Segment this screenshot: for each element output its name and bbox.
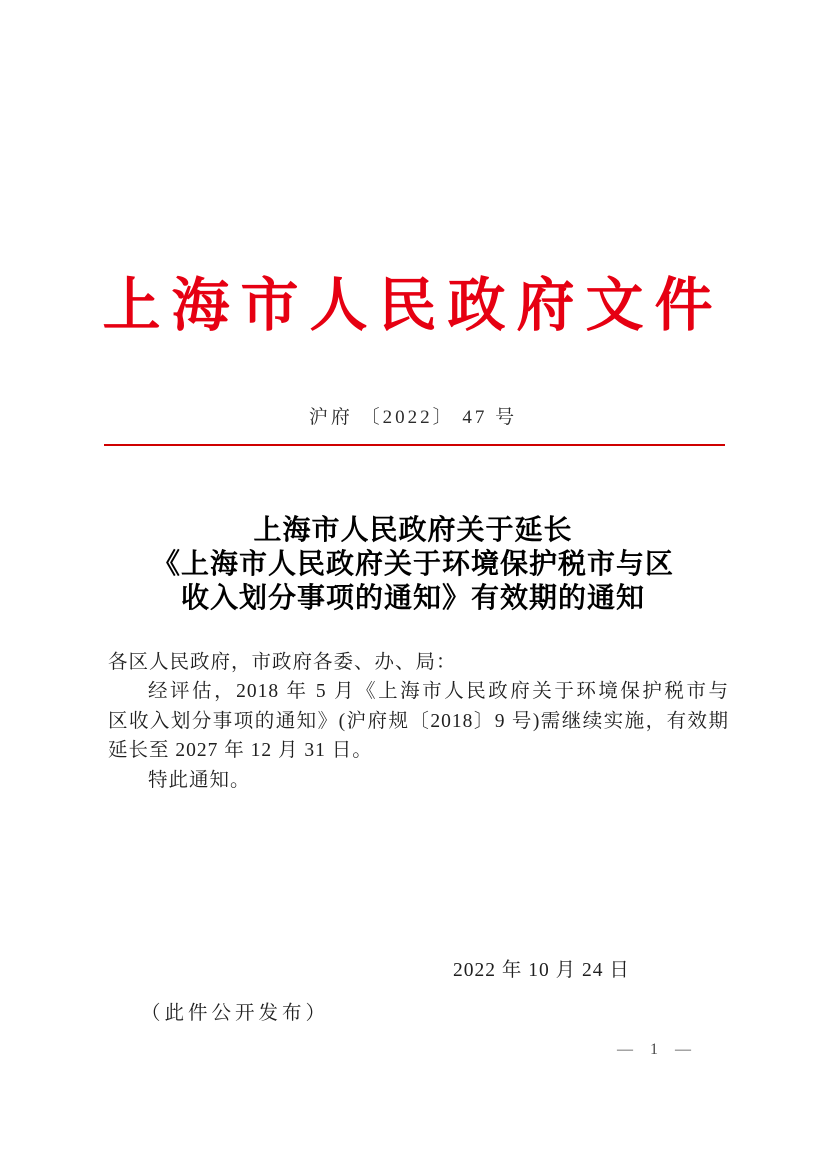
body-closing-line: 特此通知。 (148, 769, 251, 791)
notice-title (0, 514, 826, 616)
document-body (108, 648, 729, 795)
public-release-note: （此件公开发布） (141, 1003, 330, 1024)
document-number: 沪府 〔2022〕 47 号 (308, 407, 518, 428)
issue-date: 2022 年 10 月 24 日 (453, 960, 630, 981)
red-divider-line (104, 444, 725, 446)
body-paragraph-line-1: 经评估，2018 年 5 月《上海市人民政府关于环境保护税市与 (148, 681, 729, 703)
body-paragraph-line-3: 延长至 2027 年 12 月 31 日。 (108, 740, 373, 762)
notice-title-line-2: 《上海市人民政府关于环境保护税市与区 (151, 549, 674, 580)
notice-title-line-1: 上海市人民政府关于延长 (253, 515, 573, 546)
notice-title-line-3: 收入划分事项的通知》有效期的通知 (180, 583, 645, 614)
body-paragraph-line-2: 区收入划分事项的通知》(沪府规〔2018〕9 号)需继续实施，有效期 (108, 710, 729, 732)
body-salutation-line: 各区人民政府，市政府各委、办、局： (108, 652, 457, 673)
masthead-title: 上海市人民政府文件 (102, 273, 724, 338)
page-number: — 1 — (617, 1041, 691, 1058)
